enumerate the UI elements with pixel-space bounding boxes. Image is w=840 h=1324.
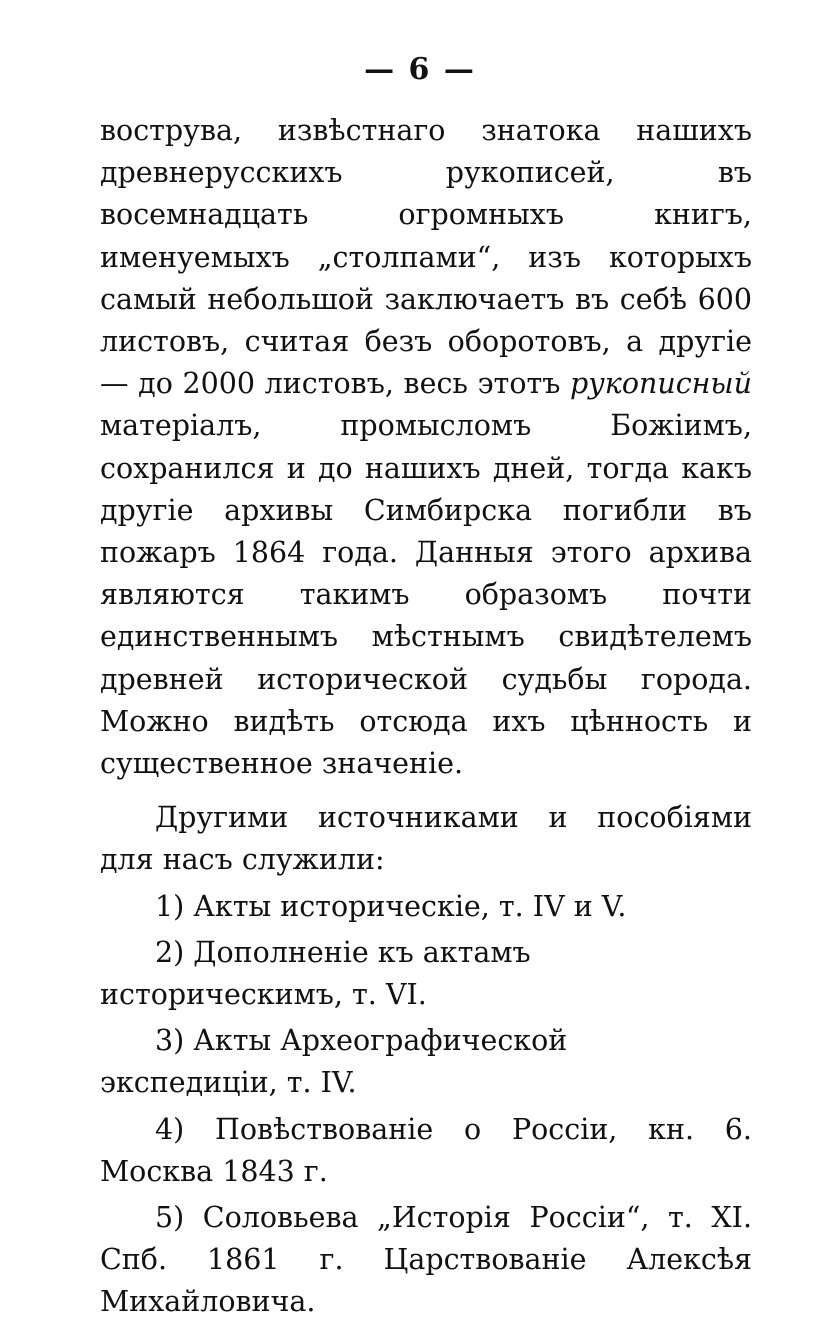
paragraph-archive-text-2: матеріалъ, промысломъ Божіимъ, сохранился и до нашихъ дней, тогда какъ другіе архивы Симбирска погибли въ пожаръ 1864 года. Данныя этого архива являются такимъ образомъ почти единственнымъ мѣстнымъ свидѣтелемъ древней исторической судьбы города. Можно видѣть отсюда ихъ цѣнность и существенное значеніе.: [100, 409, 752, 781]
source-item: 1) Акты историческіе, т. IV и V.: [155, 889, 627, 923]
sources-list: [100, 886, 752, 1324]
source-item: 3) Акты Археографической экспедиціи, т. IV.: [100, 1024, 568, 1100]
paragraph-archive-text-1: вострува, извѣстнаго знатока нашихъ древнерусскихъ рукописей, въ восемнадцать огромныхъ книгъ, именуемыхъ „столпами“, изъ которыхъ самый небольшой заключаетъ въ себѣ 600 листовъ, считая безъ оборотовъ, а другіе — до 2000 листовъ, весь этотъ: [100, 114, 752, 401]
source-item: 5) Соловьева „Исторія Россіи“, т. XI. Спб. 1861 г. Царствованіе Алексѣя Михайловича.: [100, 1201, 752, 1319]
page-body: [100, 110, 752, 1324]
source-item: 2) Дополненіе къ актамъ историческимъ, т. VI.: [100, 935, 531, 1012]
paragraph-archive-italic-word: рукописный: [570, 367, 752, 401]
page-number: — 6 —: [364, 52, 476, 87]
paragraph-sources-intro: Другими источниками и пособіями для насъ служили:: [100, 801, 752, 877]
source-item: 4) Повѣствованіе о Россіи, кн. 6. Москва 1843 г.: [100, 1112, 752, 1188]
paragraph-archive: [100, 110, 752, 785]
